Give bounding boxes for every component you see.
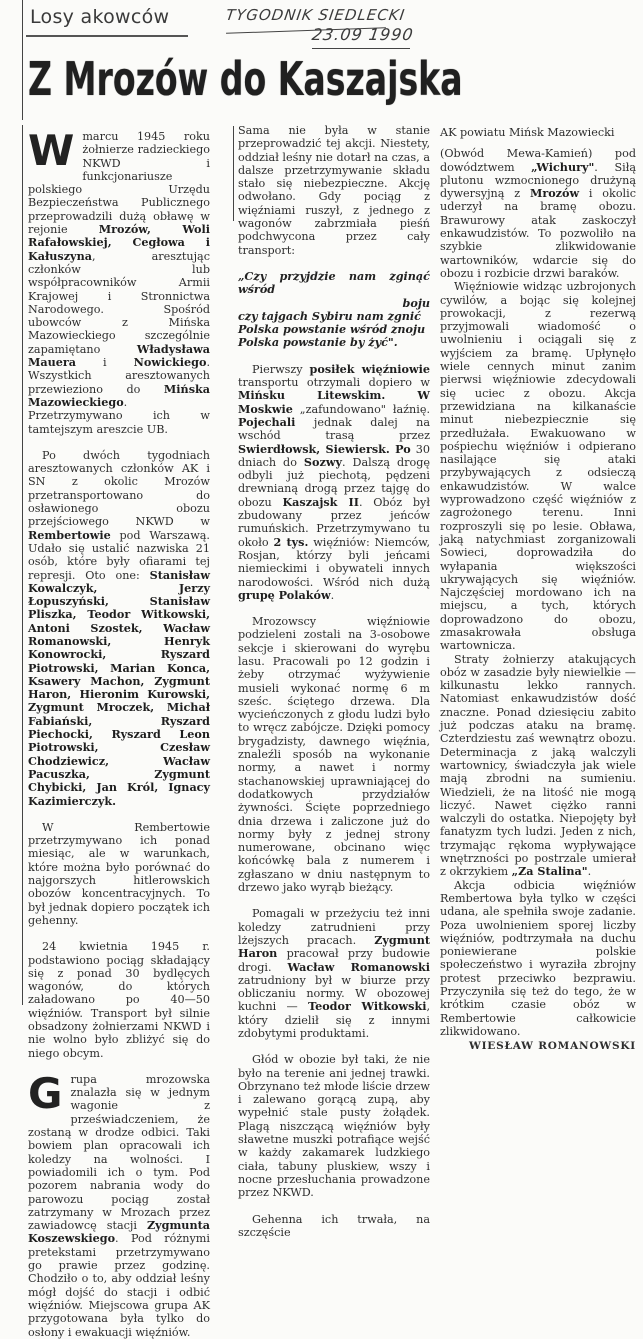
dropcap: W <box>28 126 75 175</box>
article-column-2 <box>238 124 430 1239</box>
paragraph: Więźniowie widząc uzbrojonych cywilów, a bojąc się kolejnej prowokacji, z rezerwą przyjmowali wiadomość o uwolnieniu i ociągali się z wyjściem za bramę. Upłynęło wiele cennych minut zanim pierwsi więźniowie zdecydowali się uciec z obozu. Akcja przewidziana na kilkanaście minut niebezpiecznie się przedłużała. Ewakuowano w pośpiechu więźniów i odpierano nasilające się ataki przybywających z odsieczą enkawudzistów. W walce wyprowadzono część więźniów z zagrożonego terenu. Inni rozproszyli się po lesie. Obława, jaką natychmiast zorganizowali Sowieci, doprowadziła do wyłapania większości ukrywających się więźniów. Najczęściej mordowano ich na miejscu, a tych, których doprowadzono do obozu, zmasakrowała obsługa wartownicza. <box>440 280 636 653</box>
paragraph: Mrozowscy więźniowie podzieleni zostali na 3-osobowe sekcje i skierowani do wyrębu lasu. Pracowali po 12 godzin i żeby otrzymać wyżywienie musieli wykonać normę 6 m sześc. ściętego drzewa. Dla wycieńczonych z głodu ludzi było to wręcz zabójcze. Dzięki pomocy brygadzisty, dawnego więźnia, znaleźli sposób na wykonanie normy, a nawet i normy stachanowskiej uprawniającej do dodatkowych przydziałów żywności. Ścięte poprzedniego dnia drzewa i zaliczone już do normy były z jednej strony numerowane, obcinano więc końcówkę bala z numerem i zgłaszano w dniu następnym to drzewo jako wyrąb bieżący. <box>238 615 430 895</box>
handwritten-date: 23.09 1990 <box>310 25 415 44</box>
paragraph: AK powiatu Mińsk Mazowiecki <box>440 126 615 139</box>
paragraph: Gehenna ich trwała, na szczęście <box>238 1212 430 1239</box>
paragraph: Pomagali w przeżyciu też inni koledzy zatrudnieni przy lżejszych pracach. Zygmunt Haron pracował przy budowie drogi. Wacław Romanowski zatrudniony był w biurze przy obliczaniu normy. W obozowej kuchni — Teodor Witkowski, który dzielił się z innymi zdobytymi produktami. <box>238 907 431 1040</box>
handwritten-publication: TYGODNIK SIEDLECKI <box>224 6 407 24</box>
article-column-1: W marcu 1945 roku żołnierze radzieckiego NKWD i funkcjonariusze polskiego Urzędu Bezpieczeństwa Publicznego przeprowadzili dużą obławę w rejonie Mrozów, Woli Rafałowskiej, Cegłowa i Kałuszyna, aresztując członków lub współpracowników Armii Krajowej i Stronnictwa Narodowego. Spośród ubowców z Mińska Mazowieckiego szczególnie zapamiętano Władysława Mauera i Nowickiego. Wszystkich aresztowanych przewieziono do Mińska Mazowieckiego. Przetrzymywano ich w tamtejszym areszcie UB. Po dwóch tygodniach aresztowanych członków AK i SN z okolic Mrozów przetransportowano do osławionego obozu przejściowego NKWD w Rembertowie pod Warszawą. Udało się ustalić nazwiska 21 osób, które były ofiarami tej represji. Oto one: Stanisław Kowalczyk, Jerzy Łopuszyński, Stanisław Pliszka, Teodor Witkowski, Antoni Szostek, Wacław Romanowski, Henryk Konowrocki, Ryszard Piotrowski, Marian Konca, Ksawery Machon, Zygmunt Haron, Hieronim Kurowski, Zygmunt Mroczek, Michał Fabiański, Ryszard Piechocki, Ryszard Leon Piotrowski, Czesław Chodziewicz, Wacław Pacuszka, Zygmunt Chybicki, Jan Król, Ignacy Kazimierczyk. W Rembertowie przetrzymywano ich ponad miesiąc, ale w warunkach, które można było porównać do najgorszych hitlerowskich obozów koncentracyjnych. To był jednak dopiero początek ich gehenny. 24 kwietnia 1945 r. podstawiono pociąg składający się z ponad 30 bydlęcych wagonów, do których załadowano po 40—50 więźniów. Transport był silnie obsadzony żołnierzami NKWD i nie wolno było zbliżyć się do niego obcym. G rupa mrozowska znalazła się w jednym wagonie z przeświadczeniem, że zostaną w drodze odbici. Taki bowiem plan opracowali ich koledzy na wolności. I powiadomili ich o tym. Pod pozorem nabrania wody do parowozu pociąg został zatrzymany w Mrozach przez zawiadowcę stacji Zygmunta Koszewskiego. Pod różnymi pretekstami przetrzymywano go prawie przez godzinę. Chodziło o to, aby oddział leśny mógł dojść do stacji i odbić więźniów. Miejscowa grupa AK przygotowana była tylko do osłony i ewakuacji więźniów. <box>28 126 210 1339</box>
paragraph: Po dwóch tygodniach aresztowanych członków AK i SN z okolic Mrozów przetransportowano do osławionego obozu przejściowego NKWD w Rembertowie pod Warszawą. Udało się ustalić nazwiska 21 osób, które były ofiarami tej represji. Oto one: Stanisław Kowalczyk, Jerzy Łopuszyński, Stanisław Pliszka, Teodor Witkowski, Antoni Szostek, Wacław Romanowski, Henryk Konowrocki, Ryszard Piotrowski, Marian Konca, Ksawery Machon, Zygmunt Haron, Hieronim Kurowski, Zygmunt Mroczek, Michał Fabiański, Ryszard Piechocki, Ryszard Leon Piotrowski, Czesław Chodziewicz, Wacław Pacuszka, Zygmunt Chybicki, Jan Król, Ignacy Kazimierczyk. <box>28 448 210 808</box>
paragraph: Głód w obozie był taki, że nie było na terenie ani jednej trawki. Obrzynano też młode liście drzew i zalewano gorącą zupą, aby wypełnić stale pusty żołądek. Plagą niszczącą więźniów były sławetne muszki potrafiące wejść w każdy zakamarek ludzkiego ciała, tabuny pluskiew, wszy i nocne przesłuchania prowadzone przez NKWD. <box>238 1053 430 1200</box>
paragraph: Sama nie była w stanie przeprowadzić tej akcji. Niestety, oddział leśny nie dotarł na czas, a dalsze przetrzymywanie składu stało się niebezpieczne. Akcję odwołano. Gdy pociąg z więźniami ruszył, z jednego z wagonów zabrzmiała pieśń podchwycona przez cały transport: <box>238 124 430 257</box>
headline: Z Mrozów do Kaszajska <box>28 52 463 106</box>
section-rule <box>26 35 188 37</box>
section-label: Losy akowców <box>30 6 170 28</box>
paragraph: Straty żołnierzy atakujących obóz w zasadzie były niewielkie — kilkunastu lekko rannych. Natomiast enkawudzistów dość znaczne. Ponad dziesięciu zabito już podczas ataku na bramę. Czterdziestu zaś wewnątrz obozu. Determinacja z jaką walczyli wartownicy, świadczyła jak wiele mają zbrodni na sumieniu. Wiedzieli, że na litość nie mogą liczyć. Nawet ciężko ranni walczyli do ostatka. Niepojęty był fanatyzm tych ludzi. Jeden z nich, trzymając rękoma wypływające wnętrzności po postrzale umierał z okrzykiem „Za Stalina". <box>440 652 636 879</box>
paragraph: 24 kwietnia 1945 r. podstawiono pociąg składający się z ponad 30 bydlęcych wagonów, do których załadowano po 40—50 więźniów. Transport był silnie obsadzony żołnierzami NKWD i nie wolno było zbliżyć się do niego obcym. <box>28 940 210 1060</box>
article-column-3 <box>440 126 636 1053</box>
paragraph: W Rembertowie przetrzymywano ich ponad miesiąc, ale w warunkach, które można było porównać do najgorszych hitlerowskich obozów koncentracyjnych. To był jednak dopiero początek ich gehenny. <box>28 820 210 927</box>
paragraph: (Obwód Mewa-Kamień) pod dowództwem „Wichury". Siłą plutonu wzmocnionego drużyną dywersyjną z Mrozów i okolic uderzył na bramę obozu. Brawurowy atak zaskoczył enkawudzistów. To pozwoliło na szybkie zlikwidowanie wartowników, wdarcie się do obozu i rozbicie drzwi baraków. <box>440 147 636 280</box>
clipping-edge <box>233 126 234 221</box>
dropcap: G <box>28 1068 63 1118</box>
song-quote: „Czy przyjdzie nam zginąć wśród boju czy tajgach Sybiru nam zgnić Polska powstanie wśród znoju Polska powstanie by żyć". <box>238 268 430 350</box>
handwritten-date-underline <box>312 48 410 49</box>
clipping-edge <box>22 125 23 1005</box>
paragraph: Akcja odbicia więźniów Rembertowa była tylko w części udana, ale spełniła swoje zadanie. Poza uwolnieniem sporej liczby więźniów, podtrzymała na duchu poniewierane polskie społeczeństwo i wyraziła zbrojny protest przeciwko bezprawiu. Przyczyniła się też do tego, że w krótkim czasie obóz w Rembertowie całkowicie zlikwidowano. <box>440 878 636 1038</box>
clipping-edge <box>22 0 23 120</box>
author-signature: WIESŁAW ROMANOWSKI <box>468 1040 636 1053</box>
paragraph: Pierwszy posiłek więźniowie transportu otrzymali dopiero w Mińsku Litewskim. W Moskwie „zafundowano" łaźnię. Pojechali jednak dalej na wschód trasą przez Swierdłowsk, Siewiersk. Po 30 dniach do Sozwy. Dalszą drogę odbyli już piechotą, pędzeni drewnianą drogą przez tajgę do obozu Kaszajsk II. Obóz był zbudowany przez jeńców rumuńskich. Przetrzymywano tu około 2 tys. więźniów: Niemców, Rosjan, którzy byli jeńcami niemieckimi i obywateli innych narodowości. Wśród nich dużą grupę Polaków. <box>238 361 431 602</box>
